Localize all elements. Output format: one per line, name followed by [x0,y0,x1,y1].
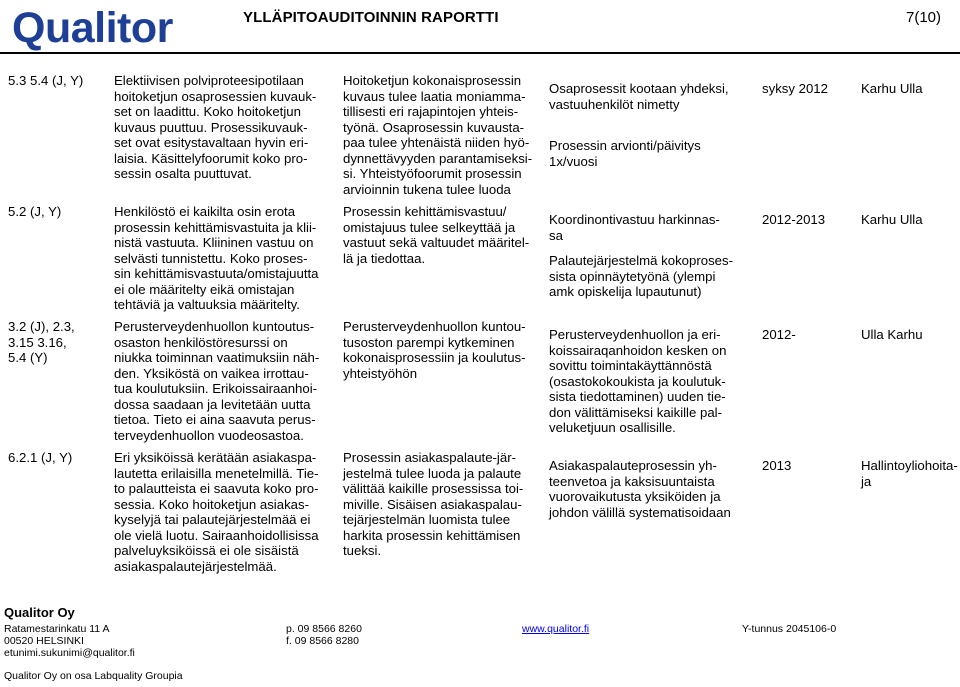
row-2-action: Koordinontivastuu harkinnas- sa Palautejärjestelmä kokoproses- sista opinnäytetyönä (ylempi amk opiskelija lupautunut) [549,212,733,299]
report-title: YLLÄPITOAUDITOINNIN RAPORTTI [243,9,499,26]
page-header [0,0,960,60]
row-3-action: Perusterveydenhuollon ja eri- koissairaqanhoidon kesken on sovittu toimintakäyttännöstä (osastokokoukista ja koulutuk- sista tiedottaminen) uuden tie- don välittämiseksi kaikille pal- veluketjuun osallisille. [549,327,727,435]
row-3-schedule: 2012- [762,327,796,342]
row-2-observation: Henkilöstö ei kaikilta osin erota prosessin kehittämisvastuita ja klii- nistä vastuuta. Kliininen vastuu on selvästi tunnistettu. Koko proses- sin kehittämisvastuuta/omistajuutta ei ole määritelty eikä omistajan tehtäviä ja valtuuksia määritelty. [114,204,319,312]
row-4-observation: Eri yksiköissä kerätään asiakaspa- lautetta erilaisilla menetelmillä. Tie- to palautteista ei saavuta koko pro- sessia. Koko hoitoketjun asiakas- kyselyjä tai palautejärjestelmää ei ole vielä luotu. Sairaanhoidollisissa palveluyksiköissä ei ole sisäistä asiakaspalautejärjestelmää. [114,450,319,574]
page-number: 7(10) [906,9,942,26]
qualitor-logo [10,3,200,51]
row-1-action: Osaprosessit kootaan yhdeksi, vastuuhenkilöt nimetty Prosessin arvionti/päivitys 1x/vuosi [549,81,729,169]
row-1-person: Karhu Ulla [861,81,923,96]
footer-group-note: Qualitor Oy on osa Labquality Groupia [4,670,183,682]
row-1-observation: Elektiivisen polviproteesipotilaan hoitoketjun osaprosessien kuvauk- set on laadittu. Koko hoitoketjun kuvaus puuttuu. Prosessikuvauk- set ovat esitystavaltaan hyvin eri- laisia. Käsittelyfoorumit koko pro- sessin osalta puuttuvat. [114,73,317,181]
row-4-ref: 6.2.1 (J, Y) [8,450,73,465]
row-3-target: Perusterveydenhuollon kuntou- tusoston parempi kytkeminen kokonaisprosessiin ja koulutus- yhteistyöhön [343,319,526,381]
row-2-person: Karhu Ulla [861,212,923,227]
row-4-action: Asiakaspalauteprosessin yh- teenvetoa ja kaksisuuntaista vuorovaikutusta yksiköiden ja johdon välillä systematisoidaan [549,458,731,520]
row-4-target: Prosessin asiakaspalaute-jär- jestelmä tulee luoda ja palaute välittää kaikille prosessissa toi- miville. Sisäisen asiakaspalau- tejärjestelmän luomista tulee harkita prosessin kehittämisen tueksi. [343,450,524,558]
logo-wordmark-icon [10,3,200,51]
svg-text:Qualitor: Qualitor [12,4,173,51]
header-divider [0,52,960,54]
row-2-target: Prosessin kehittämisvastuu/ omistajuus tulee selkeyttää ja vastuut sekä valtuudet määritel- lä ja tiedottaa. [343,204,530,266]
footer-website-link[interactable]: www.qualitor.fi [522,623,590,635]
footer-street: Ratamestarinkatu 11 A [4,623,110,635]
footer-company: Qualitor Oy [4,605,75,620]
row-2-ref: 5.2 (J, Y) [8,204,62,219]
row-4-person: Hallintoyliohoita- ja [861,458,958,489]
row-1-schedule: syksy 2012 [762,81,828,96]
row-4-schedule: 2013 [762,458,792,473]
row-3-observation: Perusterveydenhuollon kuntoutus- osaston henkilöstöresurssi on niukka toiminnan vaatimuksiin näh- den. Yksiköstä on vaikea irrottau- tua koulutuksiin. Erikoissairaanhoi- dossa saadaan ja levitetään uutta tietoa. Tieto ei aina saavuta perus- terveydenhuollon vuodeosastoa. [114,319,320,443]
footer-email[interactable]: etunimi.sukunimi@qualitor.fi [4,647,135,659]
footer-phone: p. 09 8566 8260 [286,623,362,635]
row-3-person: Ulla Karhu [861,327,923,342]
row-1-target: Hoitoketjun kokonaisprosessin kuvaus tulee laatia moniamma- tillisesti eri rajapintojen yhteis- työnä. Osaprosessin kuvausta- paa tulee yhtenäistä niiden hyö- dynnettävyyden parantamiseksi- si. Yhteistyöfoorumit prosessin arvioinnin tukena tulee luoda [343,73,533,197]
footer-city: 00520 HELSINKI [4,635,84,647]
row-1-ref: 5.3 5.4 (J, Y) [8,73,84,88]
footer-business-id: Y-tunnus 2045106-0 [742,623,837,635]
footer-fax: f. 09 8566 8280 [286,635,359,647]
row-2-schedule: 2012-2013 [762,212,826,227]
row-3-ref: 3.2 (J), 2.3, 3.15 3.16, 5.4 (Y) [8,319,75,365]
